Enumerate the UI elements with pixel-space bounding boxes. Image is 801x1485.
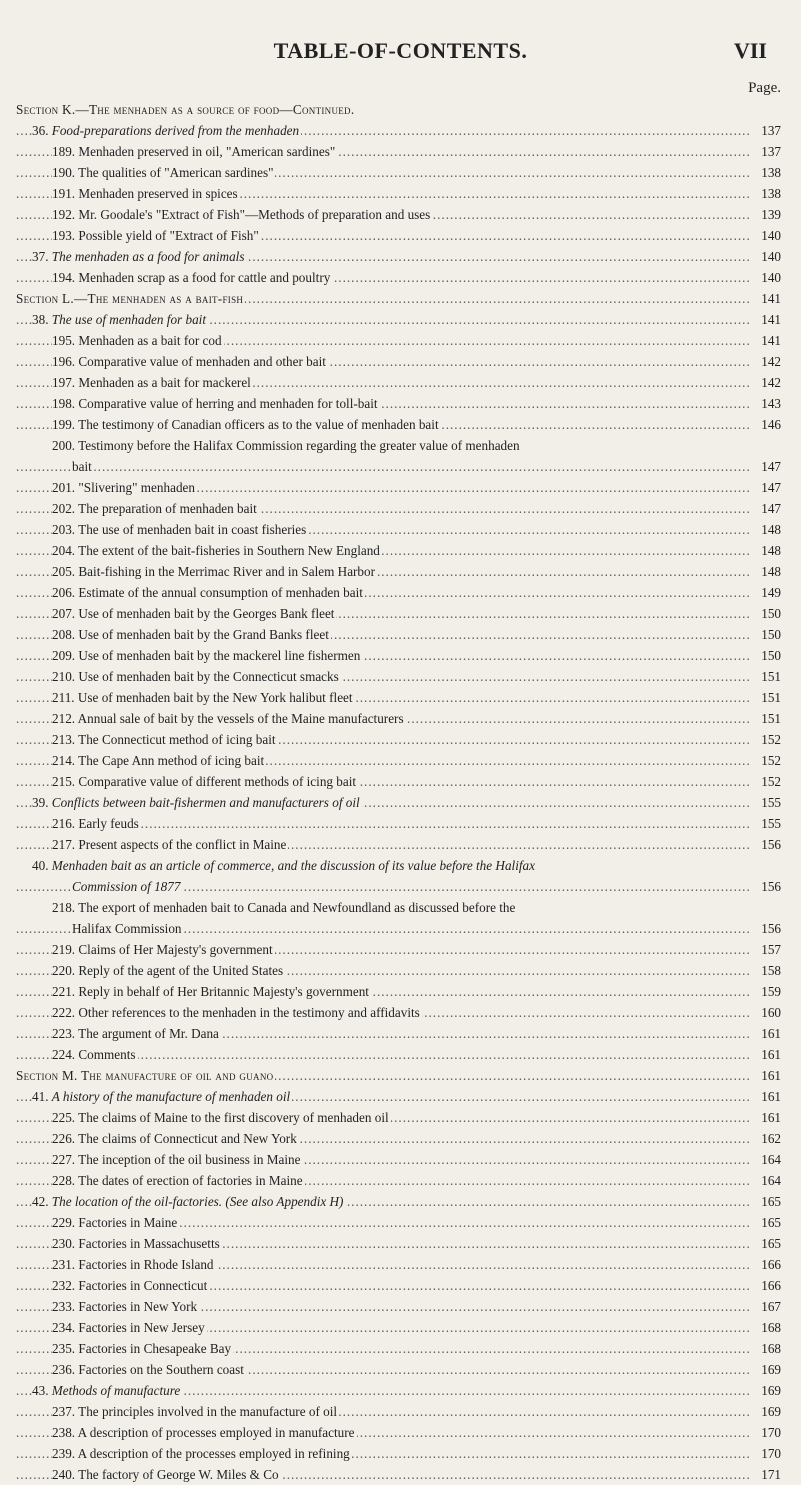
toc-entry [16,729,781,750]
entry-title: A description of processes employed in manufacture [77,1425,355,1440]
toc-entry [16,1401,781,1422]
toc-entry [16,876,781,897]
entry-number: 228. [52,1173,76,1188]
entry-number: 218. [52,900,76,915]
entry-page-number: 165 [751,1233,781,1254]
entry-title: Menhaden preserved in oil, "American sardines" [78,144,336,159]
entry-number: 202. [52,501,76,516]
entry-page-number: 155 [751,792,781,813]
toc-entry [16,561,781,582]
toc-entry [16,414,781,435]
entry-title: The qualities of "American sardines" [78,165,274,180]
toc-section-heading [16,99,781,120]
entry-title: The use of menhaden for bait [51,312,206,327]
toc-entry [16,1464,781,1485]
toc-entry [16,393,781,414]
entry-number: 190. [52,165,76,180]
entry-page-number: 148 [751,540,781,561]
entry-title: Use of menhaden bait by the Connecticut smacks [78,669,339,684]
section-title: The manufacture of oil and guano [80,1068,274,1083]
entry-title: The inception of the oil business in Maine [78,1152,301,1167]
entry-number: 217. [52,837,76,852]
entry-title: The factory of George W. Miles & Co [78,1467,279,1482]
entry-page-number: 161 [751,1065,781,1086]
entry-page-number: 139 [751,204,781,225]
toc-entry [16,1317,781,1338]
entry-number: 236. [52,1362,76,1377]
entry-title: Annual sale of bait by the vessels of the Maine manufacturers [77,711,404,726]
toc-entry [16,540,781,561]
entry-title: Comparative value of different methods of icing bait [78,774,357,789]
entry-page-number: 147 [751,498,781,519]
entry-number: 205. [52,564,76,579]
entry-page-number: 155 [751,813,781,834]
entry-page-number: 142 [751,372,781,393]
entry-number: 220. [52,963,76,978]
entry-page-number: 150 [751,603,781,624]
toc-entry [16,1443,781,1464]
entry-title: A description of the processes employed in refining [77,1446,350,1461]
toc-entry [16,435,781,456]
entry-number: 235. [52,1341,76,1356]
entry-page-number: 158 [751,960,781,981]
toc-entry [16,792,781,813]
toc-entry [16,1422,781,1443]
entry-page-number: 166 [751,1254,781,1275]
running-title: TABLE-OF-CONTENTS. [273,38,528,63]
entry-title: Factories in New York [78,1299,198,1314]
entry-page-number: 150 [751,624,781,645]
toc-entry [16,1149,781,1170]
entry-page-number: 168 [751,1338,781,1359]
entry-number: 196. [52,354,76,369]
entry-page-number: 169 [751,1401,781,1422]
toc-entry [16,708,781,729]
toc-entry [16,183,781,204]
entry-title: Factories in Maine [78,1215,178,1230]
entry-number: 200. [52,438,76,453]
entry-title: Factories in New Jersey [78,1320,205,1335]
entry-title: Estimate of the annual consumption of menhaden bait [78,585,363,600]
dot-leader [16,456,751,477]
entry-page-number: 156 [751,918,781,939]
entry-page-number: 165 [751,1191,781,1212]
toc-entry [16,1191,781,1212]
entry-page-number: 143 [751,393,781,414]
toc-entry [16,645,781,666]
entry-number: 219. [52,942,76,957]
entry-page-number: 140 [751,225,781,246]
entry-title: Halifax Commission [72,921,182,936]
entry-title: Methods of manufacture [51,1383,181,1398]
entry-title: Use of menhaden bait by the New York halibut fleet [77,690,353,705]
entry-page-number: 160 [751,1002,781,1023]
entry-number: 214. [52,753,76,768]
entry-page-number: 161 [751,1086,781,1107]
entry-page-number: 151 [751,687,781,708]
entry-title: Present aspects of the conflict in Maine [78,837,287,852]
entry-page-number: 138 [751,183,781,204]
entry-page-number: 157 [751,939,781,960]
toc-entry [16,1086,781,1107]
entry-number: 207. [52,606,76,621]
entry-number: 222. [52,1005,76,1020]
toc-entry [16,1170,781,1191]
toc-entry [16,351,781,372]
entry-page-number: 137 [751,120,781,141]
entry-number: 43. [32,1383,49,1398]
entry-page-number: 161 [751,1023,781,1044]
entry-page-number: 141 [751,309,781,330]
entry-page-number: 151 [751,666,781,687]
toc-entry [16,498,781,519]
entry-page-number: 167 [751,1296,781,1317]
entry-page-number: 164 [751,1170,781,1191]
toc-entry [16,918,781,939]
entry-page-number: 152 [751,771,781,792]
entry-number: 231. [52,1257,76,1272]
entry-page-number: 161 [751,1044,781,1065]
entry-number: 208. [52,627,76,642]
entry-number: 192. [52,207,76,222]
toc-section-heading [16,288,781,309]
toc-entry [16,456,781,477]
entry-page-number: 161 [751,1107,781,1128]
toc-entry [16,1359,781,1380]
entry-number: 224. [52,1047,76,1062]
entry-number: 38. [32,312,49,327]
entry-title: The location of the oil-factories. (See also Appendix H) [51,1194,344,1209]
entry-number: 42. [32,1194,49,1209]
entry-title: Menhaden preserved in spices [78,186,238,201]
entry-title: Factories in Rhode Island [78,1257,214,1272]
entry-title: Bait-fishing in the Merrimac River and in Salem Harbor [78,564,376,579]
toc-entry [16,1338,781,1359]
toc-entry [16,267,781,288]
entry-title: Factories in Massachusetts [78,1236,220,1251]
toc-entry [16,141,781,162]
entry-page-number: 170 [751,1422,781,1443]
entry-title: The testimony of Canadian officers as to the value of menhaden bait [78,417,439,432]
entry-title: The claims of Maine to the first discovery of menhaden oil [78,1110,389,1125]
entry-page-number: 164 [751,1149,781,1170]
entry-page-number: 140 [751,246,781,267]
section-title: The menhaden as a source of food—Continued. [88,102,355,117]
toc-entry [16,204,781,225]
entry-page-number: 169 [751,1380,781,1401]
page-column-label: Page. [748,80,781,96]
toc-entry [16,519,781,540]
entry-number: 216. [52,816,76,831]
entry-number: 195. [52,333,76,348]
entry-number: 227. [52,1152,76,1167]
entry-number: 37. [32,249,49,264]
entry-number: 193. [52,228,76,243]
entry-title: Factories on the Southern coast [78,1362,244,1377]
entry-number: 221. [52,984,76,999]
entry-page-number: 166 [751,1275,781,1296]
entry-title: Commission of 1877 [72,879,181,894]
entry-page-number: 148 [751,561,781,582]
toc-entry [16,582,781,603]
entry-page-number: 146 [751,414,781,435]
entry-page-number: 141 [751,330,781,351]
entry-title: The extent of the bait-fisheries in Southern New England [78,543,380,558]
toc-entry [16,1275,781,1296]
entry-number: 213. [52,732,76,747]
entry-title: The Connecticut method of icing bait [78,732,276,747]
entry-title: The claims of Connecticut and New York [78,1131,297,1146]
toc-entry [16,666,781,687]
entry-page-number: 171 [751,1464,781,1485]
entry-title: A history of the manufacture of menhaden oil [51,1089,291,1104]
toc-entry [16,1380,781,1401]
toc-entry [16,771,781,792]
entry-title: Conflicts between bait-fishermen and manufacturers of oil [51,795,360,810]
toc-entry [16,162,781,183]
toc-entry [16,939,781,960]
entry-title: Factories in Chesapeake Bay [78,1341,232,1356]
page-number: VII [733,38,767,63]
toc-entry [16,1023,781,1044]
entry-title: The argument of Mr. Dana [78,1026,219,1041]
toc-entry [16,1044,781,1065]
section-prefix: Section K.— [16,102,89,117]
entry-number: 191. [52,186,76,201]
toc-entry [16,687,781,708]
entry-page-number: 162 [751,1128,781,1149]
entry-title: Comparative value of menhaden and other bait [78,354,326,369]
entry-number: 199. [52,417,76,432]
entry-title: Reply of the agent of the United States [78,963,284,978]
entry-number: 210. [52,669,76,684]
toc-entry [16,855,781,876]
toc-entry [16,372,781,393]
table-of-contents [16,99,781,1485]
entry-number: 198. [52,396,76,411]
entry-number: 211. [52,690,75,705]
toc-entry [16,246,781,267]
entry-number: 233. [52,1299,76,1314]
toc-entry [16,981,781,1002]
entry-number: 239. [52,1446,76,1461]
entry-number: 206. [52,585,76,600]
entry-title: Menhaden as a bait for cod [78,333,222,348]
toc-entry [16,477,781,498]
entry-page-number: 141 [751,288,781,309]
entry-title: "Slivering" menhaden [78,480,195,495]
toc-entry [16,834,781,855]
entry-number: 215. [52,774,76,789]
entry-title: The export of menhaden bait to Canada and Newfoundland as discussed before the [78,900,516,915]
section-prefix: Section L.— [16,291,88,306]
entry-title: Possible yield of "Extract of Fish" [78,228,259,243]
toc-entry [16,813,781,834]
entry-page-number: 152 [751,750,781,771]
entry-title: The dates of erection of factories in Maine [78,1173,303,1188]
toc-entry [16,1128,781,1149]
entry-number: 40. [32,858,49,873]
entry-page-number: 151 [751,708,781,729]
toc-entry [16,750,781,771]
toc-entry [16,897,781,918]
entry-page-number: 147 [751,456,781,477]
toc-entry [16,603,781,624]
toc-section-heading [16,1065,781,1086]
entry-page-number: 152 [751,729,781,750]
entry-title: Factories in Connecticut [78,1278,208,1293]
toc-entry [16,120,781,141]
entry-number: 237. [52,1404,76,1419]
entry-page-number: 137 [751,141,781,162]
toc-entry [16,1233,781,1254]
entry-title: Claims of Her Majesty's government [78,942,273,957]
entry-title: Reply in behalf of Her Britannic Majesty's government [78,984,369,999]
entry-title: The principles involved in the manufacture of oil [78,1404,338,1419]
entry-number: 238. [52,1425,76,1440]
toc-entry [16,1296,781,1317]
entry-number: 225. [52,1110,76,1125]
entry-number: 229. [52,1215,76,1230]
entry-number: 232. [52,1278,76,1293]
entry-page-number: 168 [751,1317,781,1338]
entry-number: 189. [52,144,76,159]
entry-number: 226. [52,1131,76,1146]
entry-page-number: 165 [751,1212,781,1233]
entry-title: Use of menhaden bait by the Georges Bank fleet [78,606,335,621]
section-title: The menhaden as a bait-fish [87,291,244,306]
entry-page-number: 148 [751,519,781,540]
toc-entry [16,624,781,645]
entry-number: 203. [52,522,76,537]
toc-entry [16,309,781,330]
entry-title: Mr. Goodale's "Extract of Fish"—Methods of preparation and uses [78,207,431,222]
entry-number: 39. [32,795,49,810]
entry-title: Comparative value of herring and menhaden for toll-bait [78,396,378,411]
entry-page-number: 138 [751,162,781,183]
entry-page-number: 156 [751,876,781,897]
entry-page-number: 170 [751,1443,781,1464]
entry-number: 194. [52,270,76,285]
entry-page-number: 169 [751,1359,781,1380]
entry-title: The preparation of menhaden bait [78,501,257,516]
entry-title: Other references to the menhaden in the testimony and affidavits [78,1005,420,1020]
entry-title: Use of menhaden bait by the mackerel line fishermen [78,648,361,663]
toc-entry [16,1107,781,1128]
entry-number: 240. [52,1467,76,1482]
entry-number: 201. [52,480,76,495]
entry-number: 212. [52,711,76,726]
entry-number: 209. [52,648,76,663]
entry-title: Food-preparations derived from the menhaden [51,123,300,138]
toc-entry [16,960,781,981]
entry-title: The use of menhaden bait in coast fisheries [78,522,307,537]
entry-number: 197. [52,375,76,390]
entry-page-number: 142 [751,351,781,372]
entry-page-number: 156 [751,834,781,855]
entry-title: Menhaden as a bait for mackerel [78,375,251,390]
entry-title: The menhaden as a food for animals [51,249,245,264]
entry-title: Comments [78,1047,136,1062]
toc-entry [16,1212,781,1233]
entry-title: Menhaden scrap as a food for cattle and poultry [78,270,331,285]
entry-number: 41. [32,1089,49,1104]
page-header [0,38,801,68]
entry-title: bait [72,459,92,474]
entry-title: Use of menhaden bait by the Grand Banks fleet [78,627,329,642]
entry-page-number: 159 [751,981,781,1002]
entry-title: Menhaden bait as an article of commerce, and the discussion of its value before the Halifax [51,858,535,873]
entry-title: The Cape Ann method of icing bait [78,753,265,768]
entry-number: 223. [52,1026,76,1041]
entry-page-number: 140 [751,267,781,288]
toc-entry [16,1254,781,1275]
entry-number: 36. [32,123,49,138]
entry-page-number: 149 [751,582,781,603]
toc-entry [16,225,781,246]
entry-page-number: 150 [751,645,781,666]
section-prefix: Section M. [16,1068,78,1083]
entry-number: 204. [52,543,76,558]
toc-entry [16,1002,781,1023]
entry-title: Early feuds [78,816,139,831]
toc-entry [16,330,781,351]
entry-title: Testimony before the Halifax Commission regarding the greater value of menhaden [78,438,520,453]
entry-number: 234. [52,1320,76,1335]
entry-page-number: 147 [751,477,781,498]
entry-number: 230. [52,1236,76,1251]
